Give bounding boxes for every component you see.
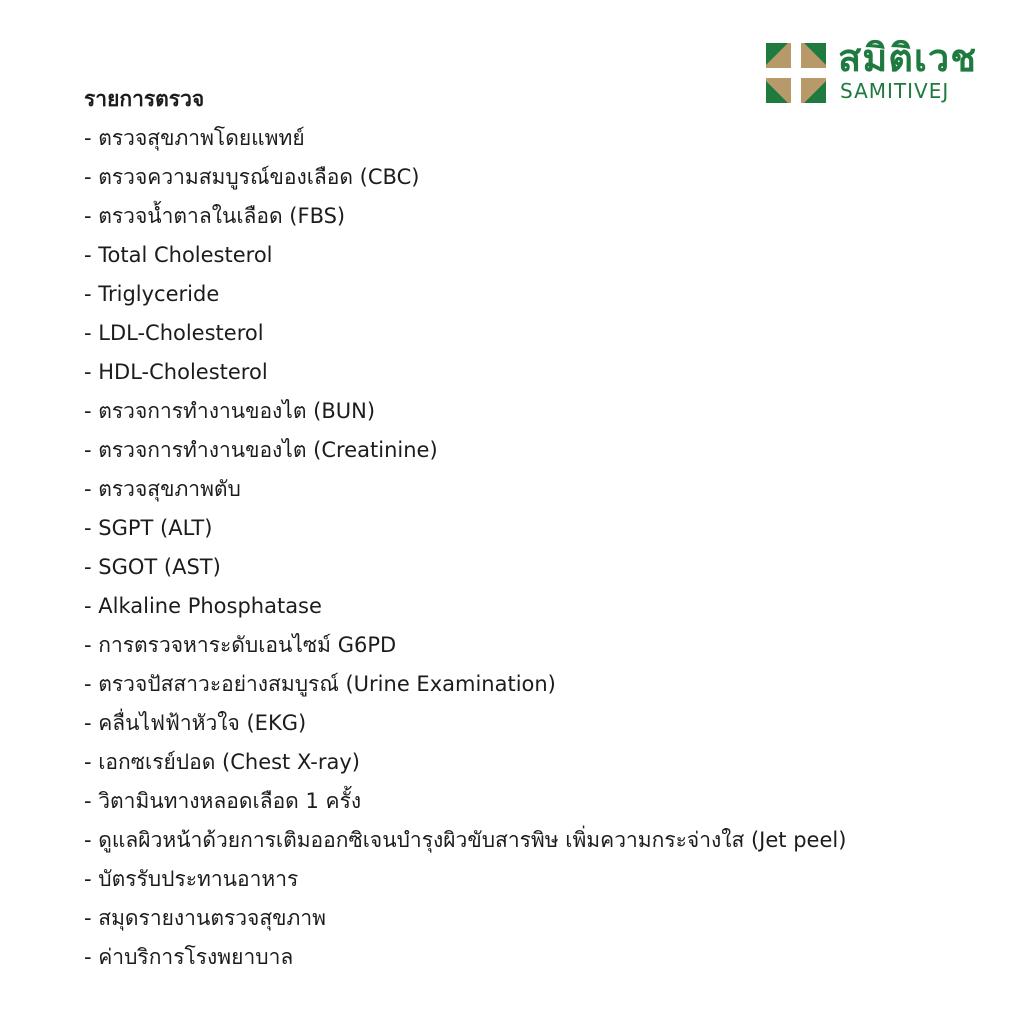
- list-item-text: - ดูแลผิวหน้าด้วยการเติมออกซิเจนบำรุงผิวขับสารพิษ เพิ่มความกระจ่างใส (Jet peel): [84, 828, 847, 852]
- list-item-text: - ตรวจการทำงานของไต (Creatinine): [84, 438, 438, 462]
- list-item-text: - ตรวจปัสสาวะอย่างสมบูรณ์ (Urine Examination): [84, 672, 556, 696]
- list-item-text: - เอกซเรย์ปอด (Chest X-ray): [84, 750, 361, 774]
- list-item-text: - สมุดรายงานตรวจสุขภาพ: [84, 906, 326, 930]
- list-item: [84, 743, 984, 782]
- list-item-text: - HDL-Cholesterol: [84, 360, 268, 384]
- logo-thai-name: สมิติเวช: [838, 36, 978, 80]
- list-item: [84, 158, 984, 197]
- list-item: [84, 470, 984, 509]
- list-item: [84, 938, 984, 977]
- list-item: [84, 860, 984, 899]
- list-item: [84, 587, 984, 626]
- list-item: [84, 704, 984, 743]
- list-item: [84, 899, 984, 938]
- list-item-text: - Alkaline Phosphatase: [84, 594, 322, 618]
- list-item: [84, 431, 984, 470]
- list-item-text: - ค่าบริการโรงพยาบาล: [84, 945, 294, 969]
- list-item: [84, 119, 984, 158]
- list-item-text: - ตรวจน้ำตาลในเลือด (FBS): [84, 204, 346, 228]
- list-item-text: - ตรวจสุขภาพโดยแพทย์: [84, 126, 305, 150]
- list-item-text: - LDL-Cholesterol: [84, 321, 264, 345]
- list-item: [84, 821, 984, 860]
- list-item-text: - การตรวจหาระดับเอนไซม์ G6PD: [84, 633, 397, 657]
- list-item-text: - บัตรรับประทานอาหาร: [84, 867, 299, 891]
- list-item: [84, 665, 984, 704]
- list-item-text: - ตรวจการทำงานของไต (BUN): [84, 399, 376, 423]
- list-item-text: - SGOT (AST): [84, 555, 221, 579]
- list-item: [84, 314, 984, 353]
- list-item: [84, 626, 984, 665]
- list-item: [84, 548, 984, 587]
- checkup-list: [84, 80, 984, 977]
- list-item: [84, 509, 984, 548]
- logo-english-name: SAMITIVEJ: [840, 79, 950, 103]
- list-item-text: - Total Cholesterol: [84, 243, 273, 267]
- list-item: [84, 392, 984, 431]
- list-item: [84, 236, 984, 275]
- list-item: [84, 275, 984, 314]
- list-item: [84, 197, 984, 236]
- list-item-text: - Triglyceride: [84, 282, 220, 306]
- list-item: [84, 353, 984, 392]
- list-item-text: - ตรวจความสมบูรณ์ของเลือด (CBC): [84, 165, 420, 189]
- list-item-text: - SGPT (ALT): [84, 516, 213, 540]
- list-item-text: - คลื่นไฟฟ้าหัวใจ (EKG): [84, 711, 307, 735]
- checklist-items: [84, 119, 984, 977]
- checklist-title: รายการตรวจ: [84, 87, 205, 111]
- list-item: [84, 782, 984, 821]
- list-item-text: - วิตามินทางหลอดเลือด 1 ครั้ง: [84, 789, 362, 813]
- list-item-text: - ตรวจสุขภาพตับ: [84, 477, 241, 501]
